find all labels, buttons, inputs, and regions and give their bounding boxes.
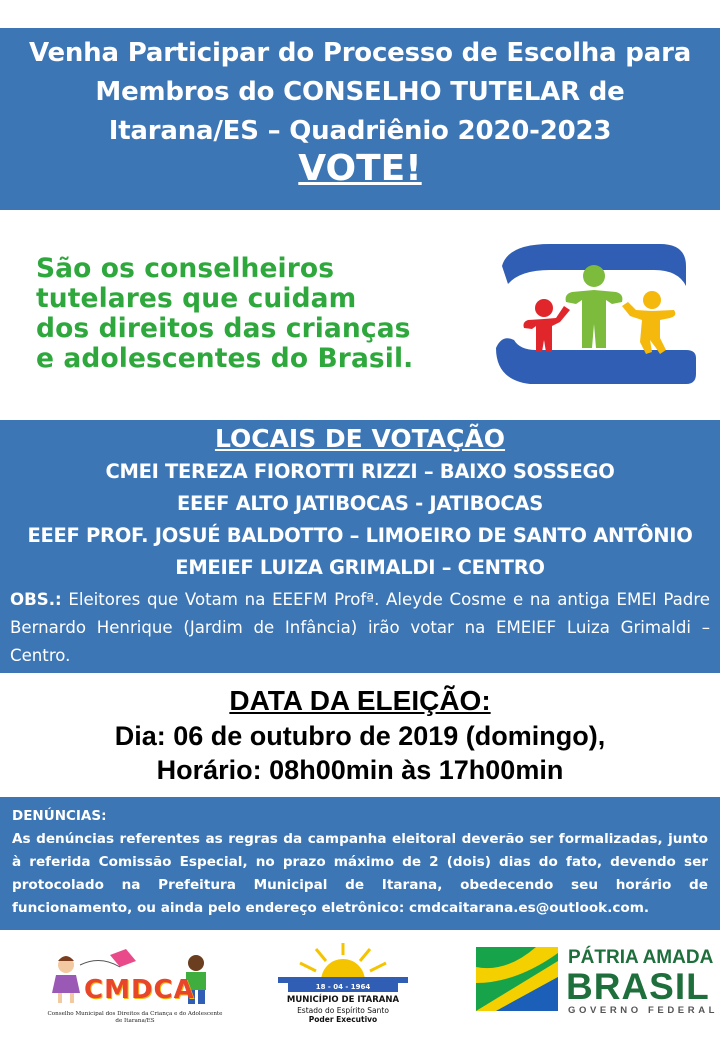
denuncias-text: As denúncias referentes as regras da campanha eleitoral deverão ser formalizadas, junto à referida Comissão Especial, no prazo máximo de 2 (dois) dias do fato, devendo ser protocolado na Prefeitura Municipal de Itarana, obedecendo seu horário de funcionamento, ou ainda pelo endereço eletrônico: cmdcaitarana.es@outlook.com. [12, 831, 708, 916]
gov-line-3: GOVERNO FEDERAL [568, 1005, 719, 1016]
obs-note [0, 584, 720, 670]
cmdca-caption-2: de Itarana/ES [115, 1018, 155, 1024]
place-item: EMEIEF LUIZA GRIMALDI – CENTRO [175, 556, 545, 579]
slogan-line-4: e adolescentes do Brasil. [36, 343, 414, 374]
governo-federal-logo [476, 947, 719, 1027]
obs-text: Eleitores que Votam na EEEFM Profª. Aleyde Cosme e na antiga EMEI Padre Bernardo Henrique (Jardim de Infância) irão votar na EMEIEF Luiza Grimaldi – Centro. [10, 590, 710, 665]
slogan-line-2: tutelares que cuidam [36, 283, 357, 314]
slogan-banner [0, 210, 720, 420]
footer-logos [0, 935, 720, 1040]
place-item: CMEI TEREZA FIOROTTI RIZZI – BAIXO SOSSEGO [105, 460, 615, 483]
slogan-line-1: São os conselheiros [36, 253, 335, 284]
itarana-logo [268, 941, 418, 1033]
locais-title: LOCAIS DE VOTAÇÃO [214, 424, 506, 453]
place-item: EEEF PROF. JOSUÉ BALDOTTO – LIMOEIRO DE SANTO ANTÔNIO [27, 524, 693, 547]
slogan-line-3: dos direitos das crianças [36, 313, 411, 344]
gov-line-1: PÁTRIA AMADA [568, 947, 714, 968]
cmdca-logo [40, 947, 230, 1029]
brazil-flag-icon [476, 947, 558, 1011]
locais-section [0, 420, 720, 673]
election-hours: Horário: 08h00min às 17h00min [156, 755, 564, 785]
itarana-date: 18 - 04 - 1964 [288, 983, 398, 992]
vote-heading: VOTE! [298, 148, 422, 189]
election-date-section [0, 683, 720, 793]
itarana-line-1: MUNICÍPIO DE ITARANA [286, 995, 400, 1005]
obs-label: OBS.: [10, 590, 62, 609]
itarana-line-3: Poder Executivo [308, 1015, 378, 1024]
header-line-1: Venha Participar do Processo de Escolha para [28, 38, 692, 68]
header-line-3: Itarana/ES – Quadriênio 2020-2023 [108, 116, 612, 146]
cmdca-caption-1: Conselho Municipal dos Direitos da Criança e do Adolescente [47, 1011, 223, 1017]
place-item: EEEF ALTO JATIBOCAS - JATIBOCAS [177, 492, 543, 515]
denuncias-section [0, 797, 720, 930]
gov-line-2: BRASIL [566, 966, 710, 1007]
header-banner [0, 28, 720, 210]
slogan-text [36, 254, 476, 374]
cmdca-name: CMDCA [84, 975, 195, 1005]
header-line-2: Membros do CONSELHO TUTELAR de [95, 77, 625, 107]
itarana-line-2: Estado do Espírito Santo [297, 1006, 389, 1015]
election-date-title: DATA DA ELEIÇÃO: [229, 685, 491, 716]
conselho-tutelar-logo [490, 230, 700, 400]
sunrise-icon [268, 941, 418, 983]
election-day: Dia: 06 de outubro de 2019 (domingo), [114, 721, 606, 751]
denuncias-title: DENÚNCIAS: [12, 808, 107, 824]
